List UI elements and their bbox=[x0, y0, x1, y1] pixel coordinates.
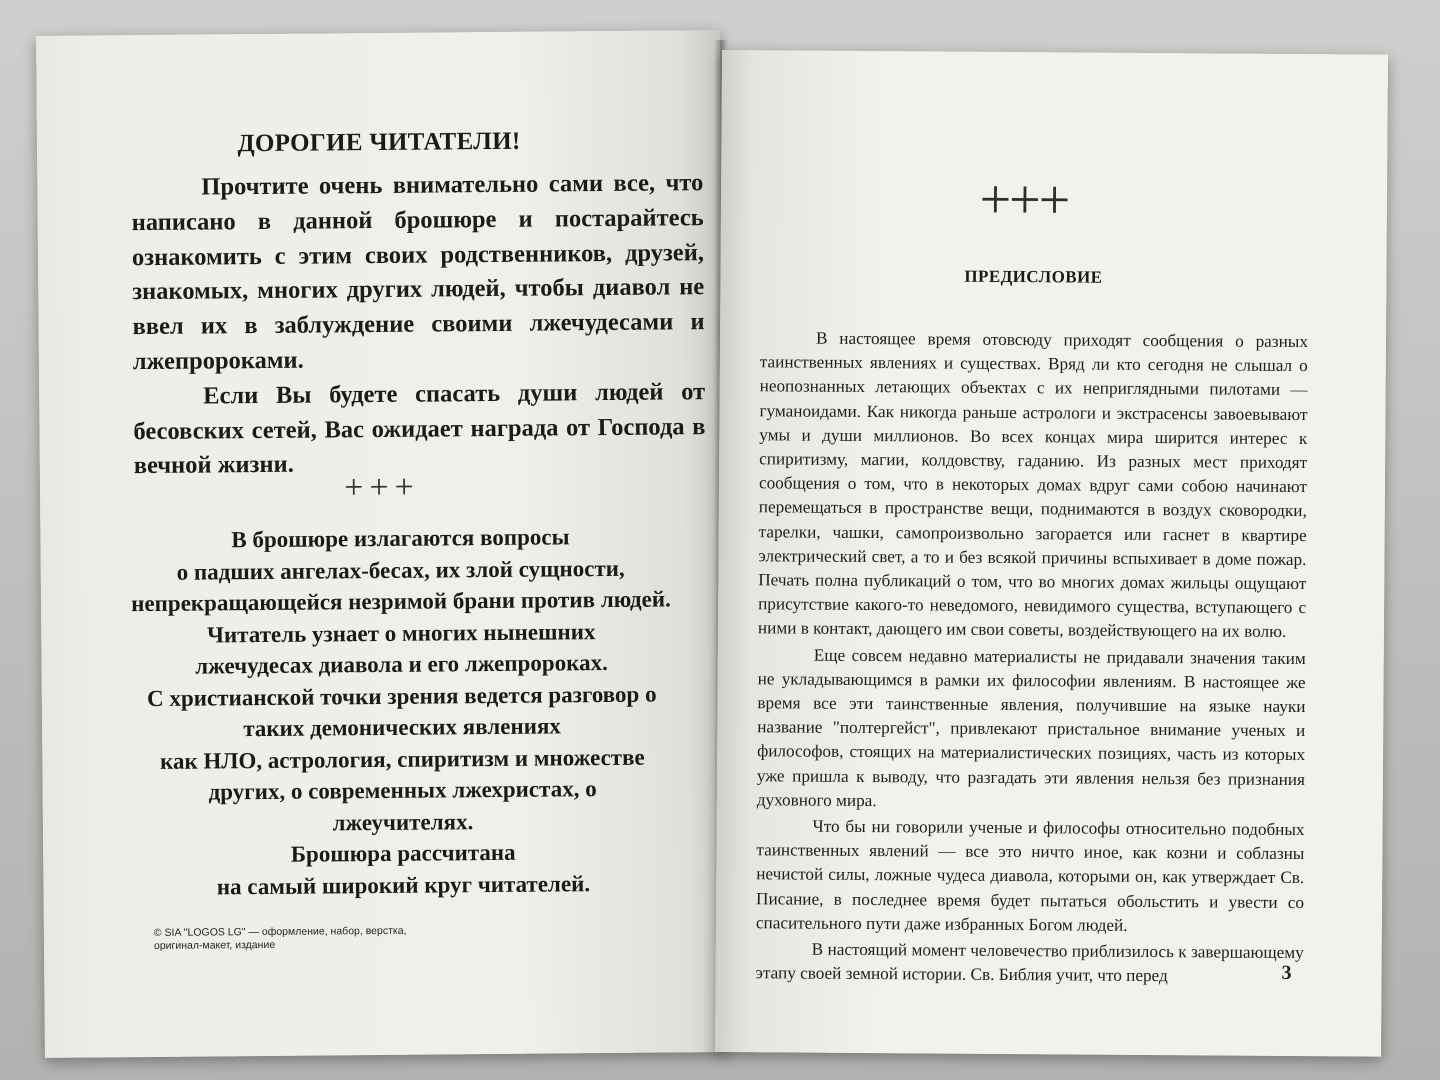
summary-line: таких демонических явлениях bbox=[243, 713, 561, 742]
cross-separator-large: +++ bbox=[979, 168, 1069, 232]
summary-line: других, о современных лжехристах, о bbox=[208, 776, 597, 805]
preface-body bbox=[755, 326, 1308, 991]
summary-line: Брошюра рассчитана bbox=[290, 839, 516, 867]
copyright-notice bbox=[154, 925, 434, 953]
left-page-title: ДОРОГИЕ ЧИТАТЕЛИ! bbox=[237, 127, 521, 158]
preface-paragraph: Еще совсем недавно материалисты не придавали значения таким не укладывающимся в рамки их философии явлениям. В настоящее же время все эти таинственные явления, получившие на языке науки название "полтергейст", привлекают пристальное внимание ученых и философов, стоящих на материалистических позициях, часть из которых уже пришла к выводу, что разгадать эти явления нельзя без признания духовного мира. bbox=[756, 645, 1306, 810]
preface-heading: ПРЕДИСЛОВИЕ bbox=[964, 266, 1103, 287]
right-page bbox=[715, 50, 1388, 1057]
summary-line: на самый широкий круг читателей. bbox=[216, 870, 591, 899]
summary-line: В брошюре излагаются вопросы bbox=[231, 524, 570, 553]
cross-separator: +++ bbox=[344, 468, 420, 507]
preface-paragraph: В настоящее время отовсюду приходят сообщения о разных таинственных явлениях и существах. Вряд ли кто сегодня не слышал о неопознанных летающих объектах с их неприглядными пилотами — гуманоидами. Как никогда раньше астрологи и экстрасенсы завоевывают умы и души миллионов. Во всех концах мира ширится интерес к спиритизму, магии, колдовству, гаданию. Из разных мест приходят сообщения о том, что в некоторых домах вдруг сами собою начинают перемещаться в пространстве вещи, поднимаются в воздух сковородки, тарелки, чашки, самопроизвольно загорается или гаснет в квартире электрический свет, а то и без всякой причины вспыхивает в доме пожар. Печать полна публикаций о том, что во многих домах жильцы ощущают присутствие какого-то неведомого, невидимого существа, вступающего с ними в контакт, дающего им свои советы, воздействующего на их волю. bbox=[757, 328, 1309, 642]
summary-line: непрекращающейся незримой брани против людей. bbox=[131, 586, 671, 617]
summary-line: С христианской точки зрения ведется разговор о bbox=[146, 681, 657, 711]
intro-text bbox=[131, 166, 706, 484]
page-number: 3 bbox=[1281, 961, 1292, 984]
copyright-mark: © SIA "LOGOS LG" bbox=[153, 926, 246, 939]
intro-paragraph: Прочтите очень внимательно сами все, что написано в данной брошюре и постарайтесь ознакомить с этим своих родственников, друзей, знакомых, многих других людей, чтобы диавол не ввел их в заблуждение своими лжечудесами и лжепророками. bbox=[131, 169, 705, 376]
intro-paragraph: Если Вы будете спасать души людей от бесовских сетей, Вас ожидает награда от Господа в вечной жизни. bbox=[133, 377, 706, 480]
summary-line: о падших ангелах-бесах, их злой сущности, bbox=[176, 555, 625, 585]
summary-line: лжечудесах диавола и его лжепророках. bbox=[195, 650, 608, 679]
left-page bbox=[36, 30, 729, 1058]
preface-paragraph: Что бы ни говорили ученые и философы относительно подобных таинственных явлений — все это ничто иное, как козни и соблазны нечистой силы, ложные чудеса диавола, которыми он, как утверждает Св. Писание, в последнее время будет пытаться обольстить и увести со спасительного пути даже избранных Богом людей. bbox=[755, 816, 1305, 935]
summary-line: как НЛО, астрология, спиритизм и множестве bbox=[159, 744, 645, 774]
preface-paragraph: В настоящий момент человечество приблизилось к завершающему этапу своей земной истории. Св. Библия учит, что перед bbox=[755, 939, 1304, 986]
summary-line: лжеучителях. bbox=[332, 808, 474, 835]
copyright-text: — оформление, набор, верстка, оригинал-макет, издание bbox=[153, 924, 407, 952]
summary-line: Читатель узнает о многих нынешних bbox=[206, 618, 596, 647]
summary-text bbox=[100, 520, 703, 903]
